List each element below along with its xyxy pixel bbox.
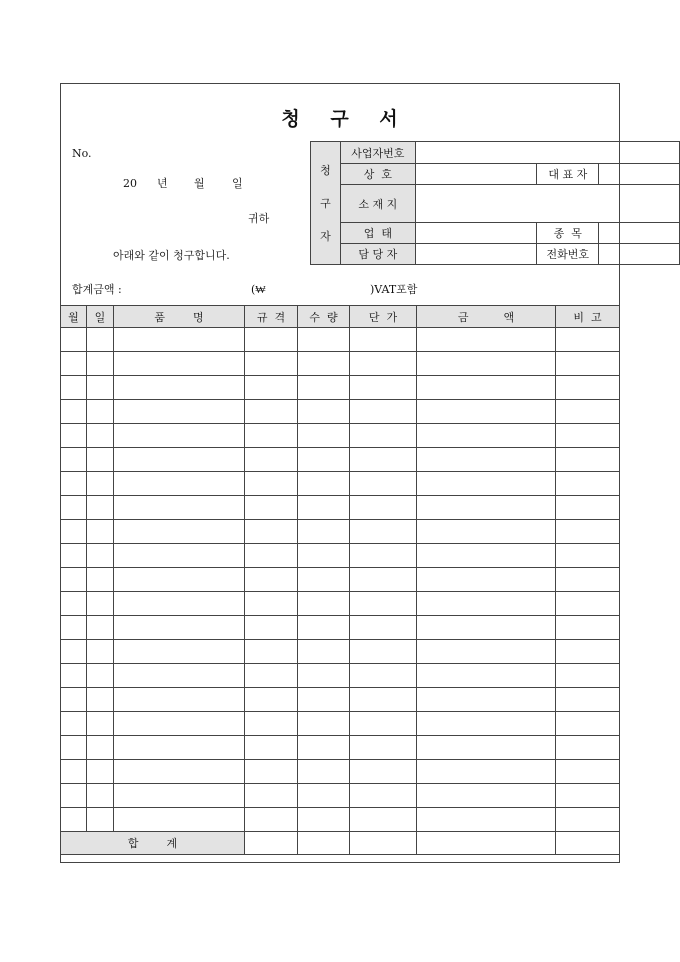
item-cell-item-name[interactable] (114, 616, 245, 640)
item-cell-spec[interactable] (245, 448, 298, 472)
item-cell-month[interactable] (61, 424, 87, 448)
item-cell-quantity[interactable] (298, 568, 350, 592)
item-cell-amount[interactable] (417, 328, 556, 352)
item-cell-spec[interactable] (245, 328, 298, 352)
business-type-value[interactable] (415, 223, 537, 244)
item-cell-amount[interactable] (417, 736, 556, 760)
item-cell-item-name[interactable] (114, 424, 245, 448)
item-cell-spec[interactable] (245, 544, 298, 568)
item-row (61, 784, 620, 808)
item-cell-item-name[interactable] (114, 592, 245, 616)
item-cell-month[interactable] (61, 664, 87, 688)
items-table (60, 305, 620, 855)
item-row (61, 520, 620, 544)
item-cell-remarks[interactable] (556, 328, 620, 352)
item-cell-unit-price[interactable] (350, 760, 417, 784)
item-cell-quantity[interactable] (298, 808, 350, 832)
item-cell-day[interactable] (87, 520, 114, 544)
item-cell-spec[interactable] (245, 640, 298, 664)
item-cell-item-name[interactable] (114, 448, 245, 472)
item-cell-item-name[interactable] (114, 472, 245, 496)
item-cell-unit-price[interactable] (350, 808, 417, 832)
item-cell-quantity[interactable] (298, 736, 350, 760)
item-cell-spec[interactable] (245, 784, 298, 808)
item-cell-unit-price[interactable] (350, 592, 417, 616)
date-year-prefix: 20 (123, 177, 137, 190)
item-cell-unit-price[interactable] (350, 376, 417, 400)
item-cell-unit-price[interactable] (350, 472, 417, 496)
item-cell-item-name[interactable] (114, 376, 245, 400)
item-cell-quantity[interactable] (298, 544, 350, 568)
item-row (61, 376, 620, 400)
vat-note: )VAT포함 (370, 283, 418, 296)
item-row (61, 328, 620, 352)
header-item-name: 품 명 (114, 306, 245, 328)
item-cell-spec[interactable] (245, 664, 298, 688)
item-cell-item-name[interactable] (114, 760, 245, 784)
item-row (61, 568, 620, 592)
item-cell-day[interactable] (87, 640, 114, 664)
item-cell-amount[interactable] (417, 568, 556, 592)
item-row (61, 808, 620, 832)
item-cell-unit-price[interactable] (350, 688, 417, 712)
billing-statement: 아래와 같이 청구합니다. (113, 249, 230, 262)
item-cell-amount[interactable] (417, 808, 556, 832)
item-row (61, 736, 620, 760)
item-cell-unit-price[interactable] (350, 544, 417, 568)
item-cell-amount[interactable] (417, 520, 556, 544)
item-cell-day[interactable] (87, 544, 114, 568)
item-cell-amount[interactable] (417, 376, 556, 400)
item-cell-spec[interactable] (245, 736, 298, 760)
item-cell-remarks[interactable] (556, 424, 620, 448)
total-amount-cell[interactable] (417, 832, 556, 855)
item-cell-unit-price[interactable] (350, 400, 417, 424)
contact-person-label: 담 당 자 (340, 244, 415, 265)
item-cell-item-name[interactable] (114, 520, 245, 544)
item-cell-remarks[interactable] (556, 640, 620, 664)
item-cell-remarks[interactable] (556, 664, 620, 688)
issuer-side-char-2: 구 (320, 196, 331, 210)
item-cell-amount[interactable] (417, 688, 556, 712)
item-cell-item-name[interactable] (114, 640, 245, 664)
item-row (61, 472, 620, 496)
item-cell-month[interactable] (61, 688, 87, 712)
company-name-label: 상 호 (340, 164, 415, 185)
item-cell-day[interactable] (87, 760, 114, 784)
representative-value[interactable] (599, 164, 680, 185)
item-cell-remarks[interactable] (556, 400, 620, 424)
item-cell-unit-price[interactable] (350, 616, 417, 640)
item-cell-amount[interactable] (417, 448, 556, 472)
item-cell-amount[interactable] (417, 640, 556, 664)
item-row (61, 424, 620, 448)
item-cell-quantity[interactable] (298, 400, 350, 424)
item-row (61, 616, 620, 640)
contact-person-value[interactable] (415, 244, 537, 265)
total-quantity-cell[interactable] (298, 832, 350, 855)
item-cell-quantity[interactable] (298, 640, 350, 664)
item-cell-amount[interactable] (417, 352, 556, 376)
item-cell-day[interactable] (87, 712, 114, 736)
address-label: 소 재 지 (340, 185, 415, 223)
item-cell-remarks[interactable] (556, 472, 620, 496)
item-cell-remarks[interactable] (556, 760, 620, 784)
business-type-label: 업 태 (340, 223, 415, 244)
issuer-side-char-3: 자 (320, 229, 331, 243)
item-cell-day[interactable] (87, 784, 114, 808)
item-cell-spec[interactable] (245, 688, 298, 712)
date-year-label: 년 (157, 177, 168, 190)
item-cell-item-name[interactable] (114, 784, 245, 808)
address-value[interactable] (415, 185, 679, 223)
item-cell-item-name[interactable] (114, 736, 245, 760)
item-cell-spec[interactable] (245, 520, 298, 544)
item-cell-remarks[interactable] (556, 736, 620, 760)
business-no-value[interactable] (415, 142, 679, 164)
item-row (61, 760, 620, 784)
item-cell-month[interactable] (61, 784, 87, 808)
item-cell-unit-price[interactable] (350, 424, 417, 448)
item-cell-item-name[interactable] (114, 544, 245, 568)
item-cell-month[interactable] (61, 808, 87, 832)
item-row (61, 544, 620, 568)
item-cell-day[interactable] (87, 496, 114, 520)
item-cell-remarks[interactable] (556, 616, 620, 640)
item-cell-quantity[interactable] (298, 760, 350, 784)
item-cell-month[interactable] (61, 568, 87, 592)
items-header-row (61, 306, 620, 328)
item-cell-amount[interactable] (417, 400, 556, 424)
item-row (61, 640, 620, 664)
item-cell-spec[interactable] (245, 592, 298, 616)
items-total-row (61, 832, 620, 855)
item-cell-day[interactable] (87, 352, 114, 376)
item-cell-month[interactable] (61, 448, 87, 472)
item-cell-amount[interactable] (417, 472, 556, 496)
item-cell-unit-price[interactable] (350, 448, 417, 472)
no-label: No. (72, 147, 92, 160)
header-spec: 규 격 (245, 306, 298, 328)
phone-label: 전화번호 (537, 244, 599, 265)
item-cell-quantity[interactable] (298, 520, 350, 544)
total-label: 합 계 (61, 832, 245, 855)
item-cell-day[interactable] (87, 688, 114, 712)
item-cell-remarks[interactable] (556, 520, 620, 544)
item-cell-day[interactable] (87, 448, 114, 472)
item-cell-month[interactable] (61, 400, 87, 424)
item-row (61, 712, 620, 736)
recipient-suffix: 귀하 (248, 212, 270, 225)
date-month-label: 월 (194, 177, 205, 190)
item-cell-month[interactable] (61, 520, 87, 544)
item-cell-month[interactable] (61, 712, 87, 736)
item-row (61, 496, 620, 520)
item-cell-unit-price[interactable] (350, 664, 417, 688)
item-cell-item-name[interactable] (114, 400, 245, 424)
business-item-label: 종 목 (537, 223, 599, 244)
item-cell-unit-price[interactable] (350, 496, 417, 520)
item-cell-quantity[interactable] (298, 592, 350, 616)
date-day-label: 일 (232, 177, 243, 190)
item-cell-quantity[interactable] (298, 376, 350, 400)
item-cell-item-name[interactable] (114, 664, 245, 688)
item-row (61, 400, 620, 424)
title-char-2: 구 (330, 108, 349, 130)
business-no-label: 사업자번호 (340, 142, 415, 164)
item-row (61, 688, 620, 712)
item-cell-remarks[interactable] (556, 784, 620, 808)
item-cell-quantity[interactable] (298, 352, 350, 376)
invoice-title (60, 104, 619, 131)
item-cell-quantity[interactable] (298, 472, 350, 496)
item-cell-unit-price[interactable] (350, 736, 417, 760)
item-cell-unit-price[interactable] (350, 784, 417, 808)
item-cell-spec[interactable] (245, 352, 298, 376)
item-cell-quantity[interactable] (298, 496, 350, 520)
issuer-side-char-1: 청 (320, 163, 331, 177)
item-cell-amount[interactable] (417, 424, 556, 448)
item-cell-month[interactable] (61, 544, 87, 568)
item-cell-remarks[interactable] (556, 712, 620, 736)
item-cell-amount[interactable] (417, 712, 556, 736)
item-cell-item-name[interactable] (114, 688, 245, 712)
header-amount: 금 액 (417, 306, 556, 328)
item-cell-amount[interactable] (417, 496, 556, 520)
item-cell-unit-price[interactable] (350, 568, 417, 592)
item-cell-day[interactable] (87, 592, 114, 616)
item-cell-day[interactable] (87, 328, 114, 352)
item-cell-quantity[interactable] (298, 688, 350, 712)
business-item-value[interactable] (599, 223, 680, 244)
item-cell-month[interactable] (61, 592, 87, 616)
item-cell-spec[interactable] (245, 400, 298, 424)
item-cell-spec[interactable] (245, 424, 298, 448)
header-month: 월 (61, 306, 87, 328)
item-cell-spec[interactable] (245, 472, 298, 496)
item-cell-item-name[interactable] (114, 352, 245, 376)
item-cell-unit-price[interactable] (350, 640, 417, 664)
item-cell-remarks[interactable] (556, 376, 620, 400)
item-row (61, 664, 620, 688)
item-cell-spec[interactable] (245, 808, 298, 832)
item-row (61, 592, 620, 616)
issuer-info-table (310, 141, 680, 265)
title-char-1: 청 (281, 108, 300, 130)
item-cell-remarks[interactable] (556, 592, 620, 616)
item-cell-day[interactable] (87, 424, 114, 448)
item-cell-day[interactable] (87, 736, 114, 760)
header-quantity: 수 량 (298, 306, 350, 328)
item-cell-day[interactable] (87, 376, 114, 400)
item-cell-amount[interactable] (417, 784, 556, 808)
item-cell-remarks[interactable] (556, 544, 620, 568)
item-cell-unit-price[interactable] (350, 328, 417, 352)
item-cell-day[interactable] (87, 568, 114, 592)
item-cell-unit-price[interactable] (350, 712, 417, 736)
item-cell-spec[interactable] (245, 616, 298, 640)
item-cell-spec[interactable] (245, 760, 298, 784)
title-char-3: 서 (379, 108, 398, 130)
item-cell-amount[interactable] (417, 664, 556, 688)
item-cell-item-name[interactable] (114, 712, 245, 736)
item-row (61, 448, 620, 472)
item-row (61, 352, 620, 376)
items-body (61, 328, 620, 832)
item-cell-month[interactable] (61, 328, 87, 352)
item-cell-quantity[interactable] (298, 664, 350, 688)
item-cell-unit-price[interactable] (350, 352, 417, 376)
item-cell-quantity[interactable] (298, 424, 350, 448)
item-cell-day[interactable] (87, 808, 114, 832)
total-spec-cell[interactable] (245, 832, 298, 855)
item-cell-quantity[interactable] (298, 616, 350, 640)
header-remarks: 비 고 (556, 306, 620, 328)
item-cell-item-name[interactable] (114, 808, 245, 832)
item-cell-month[interactable] (61, 472, 87, 496)
item-cell-month[interactable] (61, 352, 87, 376)
item-cell-remarks[interactable] (556, 688, 620, 712)
item-cell-month[interactable] (61, 736, 87, 760)
item-cell-unit-price[interactable] (350, 520, 417, 544)
total-remarks-cell[interactable] (556, 832, 620, 855)
item-cell-item-name[interactable] (114, 328, 245, 352)
item-cell-month[interactable] (61, 376, 87, 400)
phone-value[interactable] (599, 244, 680, 265)
item-cell-day[interactable] (87, 400, 114, 424)
issuer-side-label (311, 142, 341, 265)
item-cell-remarks[interactable] (556, 448, 620, 472)
item-cell-spec[interactable] (245, 376, 298, 400)
item-cell-quantity[interactable] (298, 448, 350, 472)
item-cell-remarks[interactable] (556, 496, 620, 520)
item-cell-day[interactable] (87, 472, 114, 496)
item-cell-remarks[interactable] (556, 568, 620, 592)
item-cell-spec[interactable] (245, 568, 298, 592)
total-unit-price-cell[interactable] (350, 832, 417, 855)
item-cell-month[interactable] (61, 496, 87, 520)
item-cell-month[interactable] (61, 616, 87, 640)
item-cell-amount[interactable] (417, 616, 556, 640)
item-cell-remarks[interactable] (556, 352, 620, 376)
item-cell-quantity[interactable] (298, 712, 350, 736)
item-cell-month[interactable] (61, 640, 87, 664)
item-cell-amount[interactable] (417, 544, 556, 568)
item-cell-quantity[interactable] (298, 328, 350, 352)
header-day: 일 (87, 306, 114, 328)
item-cell-quantity[interactable] (298, 784, 350, 808)
item-cell-remarks[interactable] (556, 808, 620, 832)
item-cell-day[interactable] (87, 664, 114, 688)
item-cell-item-name[interactable] (114, 496, 245, 520)
item-cell-spec[interactable] (245, 712, 298, 736)
currency-open: (₩ (251, 283, 266, 296)
item-cell-amount[interactable] (417, 760, 556, 784)
header-unit-price: 단 가 (350, 306, 417, 328)
representative-label: 대 표 자 (537, 164, 599, 185)
item-cell-item-name[interactable] (114, 568, 245, 592)
total-amount-label: 합계금액 : (72, 283, 122, 296)
company-name-value[interactable] (415, 164, 537, 185)
item-cell-month[interactable] (61, 760, 87, 784)
item-cell-day[interactable] (87, 616, 114, 640)
item-cell-spec[interactable] (245, 496, 298, 520)
item-cell-amount[interactable] (417, 592, 556, 616)
